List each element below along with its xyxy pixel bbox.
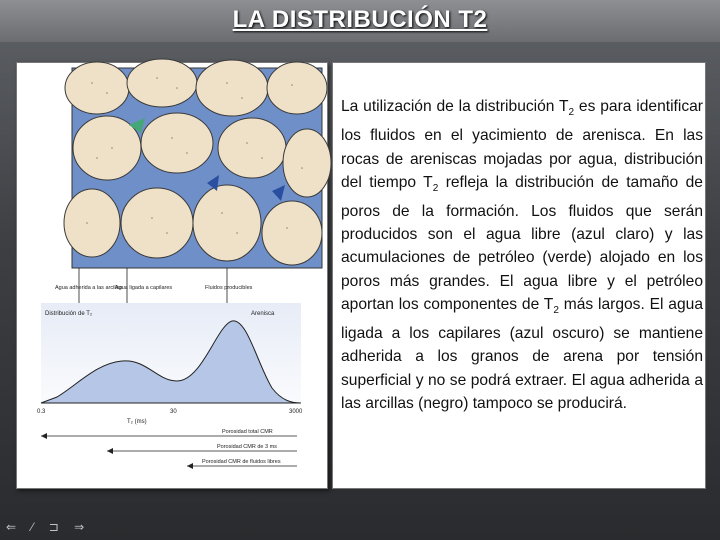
slide-nav-controls[interactable]: ⇐ ⁄ ⊐ ⇒ xyxy=(6,520,91,534)
porosity-arrows xyxy=(41,429,297,469)
label-producible-fluids: Fluidos producibles xyxy=(205,285,253,291)
para-sub-2: 2 xyxy=(432,182,439,194)
para-part-4: más largos. El agua ligada a los capilares (azul oscuro) se mantiene adherida a los granos de arena por tensión superficial y no se podrá extraer. El agua adherida a las arcillas (negro) tampoco se producirá. xyxy=(341,295,703,412)
arrow-label-3ms: Porosidad CMR de 3 ms xyxy=(217,444,277,450)
tick-label-0: 0.3 xyxy=(37,409,46,415)
para-part-2: es para identificar los fluidos en el yacimiento de arenisca. En las rocas de areniscas mojadas por agua, distribución del tiempo T xyxy=(341,98,703,191)
sandstone-micrograph xyxy=(64,59,331,303)
para-sub-3: 2 xyxy=(553,304,559,316)
label-arenisca: Arenisca xyxy=(251,311,275,317)
arrow-label-total: Porosidad total CMR xyxy=(222,429,273,435)
t2-figure xyxy=(37,63,327,483)
label-capillary-water: Agua ligada a capilares xyxy=(115,285,173,291)
t2-distribution-chart xyxy=(37,303,303,425)
x-axis-unit: T₂ (ms) xyxy=(127,419,147,425)
para-part-3: refleja la distribución de tamaño de poros de la formación. Los fluidos que serán producidos son el agua libre (azul claro) y las acumulaciones de petróleo (verde) alojado en los poros más grandes. El agua libre y el petróleo aportan los componentes de T xyxy=(341,173,703,313)
para-sub-1: 2 xyxy=(568,107,575,119)
label-clay-water: Agua adherida a las arcillas xyxy=(55,285,123,291)
tick-label-2: 3000 xyxy=(289,409,303,415)
text-panel xyxy=(332,62,706,489)
slide-title: LA DISTRIBUCIÓN T2 xyxy=(232,6,488,33)
label-t2-distribution: Distribución de T₂ xyxy=(45,311,93,317)
description-paragraph xyxy=(341,95,703,415)
figure-panel xyxy=(16,62,328,489)
arrow-label-free-fluid: Porosidad CMR de fluidos libres xyxy=(202,459,281,465)
para-part-1: La utilización de la distribución T xyxy=(341,98,569,115)
tick-label-1: 30 xyxy=(170,409,177,415)
